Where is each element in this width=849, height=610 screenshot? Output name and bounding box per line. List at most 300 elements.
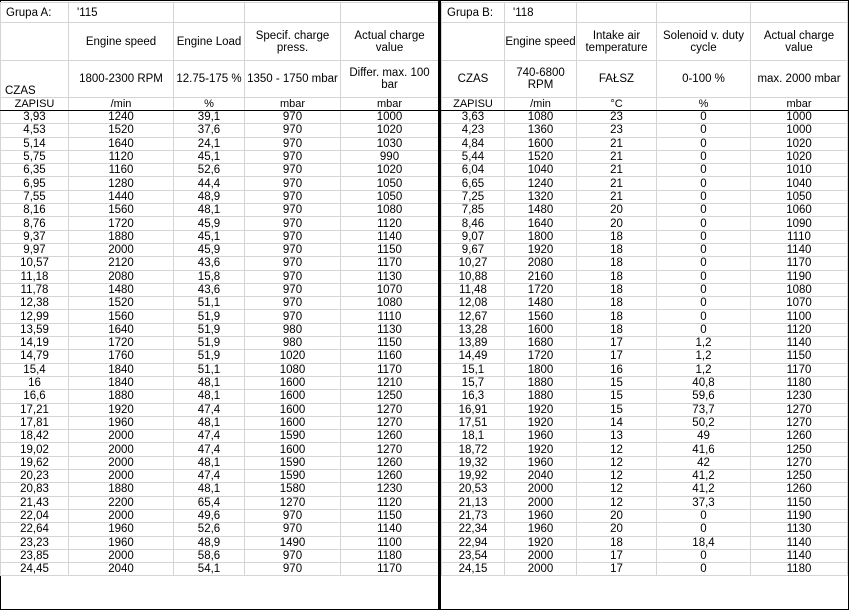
value-cell[interactable]: 51,9 bbox=[174, 323, 245, 336]
value-cell[interactable]: 48,1 bbox=[174, 390, 245, 403]
time-cell[interactable]: 17,21 bbox=[1, 403, 69, 416]
column-range[interactable]: 1800-2300 RPM bbox=[69, 61, 174, 98]
value-cell[interactable]: 1070 bbox=[341, 283, 439, 296]
value-cell[interactable]: 1100 bbox=[341, 536, 439, 549]
value-cell[interactable]: 1260 bbox=[751, 483, 848, 496]
value-cell[interactable]: 1160 bbox=[69, 164, 174, 177]
time-cell[interactable]: 22,04 bbox=[1, 509, 69, 522]
value-cell[interactable]: 1920 bbox=[505, 536, 577, 549]
time-cell[interactable]: 5,44 bbox=[442, 150, 505, 163]
time-cell[interactable]: 10,57 bbox=[1, 257, 69, 270]
value-cell[interactable]: 18 bbox=[577, 243, 657, 256]
time-cell[interactable]: 14,79 bbox=[1, 350, 69, 363]
value-cell[interactable]: 1260 bbox=[341, 470, 439, 483]
value-cell[interactable]: 1590 bbox=[245, 470, 341, 483]
value-cell[interactable]: 41,6 bbox=[657, 443, 751, 456]
time-cell[interactable]: 6,65 bbox=[442, 177, 505, 190]
value-cell[interactable]: 52,6 bbox=[174, 523, 245, 536]
value-cell[interactable]: 1250 bbox=[751, 443, 848, 456]
value-cell[interactable]: 0 bbox=[657, 549, 751, 562]
value-cell[interactable]: 970 bbox=[245, 230, 341, 243]
value-cell[interactable]: 1140 bbox=[341, 523, 439, 536]
value-cell[interactable]: 1960 bbox=[505, 523, 577, 536]
value-cell[interactable]: 970 bbox=[245, 204, 341, 217]
value-cell[interactable]: 970 bbox=[245, 523, 341, 536]
value-cell[interactable]: 1720 bbox=[505, 350, 577, 363]
value-cell[interactable]: 17 bbox=[577, 350, 657, 363]
time-cell[interactable]: 19,32 bbox=[442, 456, 505, 469]
time-cell[interactable]: 16,3 bbox=[442, 390, 505, 403]
value-cell[interactable]: 41,2 bbox=[657, 470, 751, 483]
time-cell[interactable]: 19,92 bbox=[442, 470, 505, 483]
column-header[interactable]: Actual charge value bbox=[341, 23, 439, 61]
value-cell[interactable]: 45,1 bbox=[174, 150, 245, 163]
column-header[interactable]: Actual charge value bbox=[751, 23, 848, 61]
value-cell[interactable]: 1050 bbox=[751, 190, 848, 203]
value-cell[interactable]: 0 bbox=[657, 137, 751, 150]
time-cell[interactable]: 14,49 bbox=[442, 350, 505, 363]
value-cell[interactable]: 48,1 bbox=[174, 416, 245, 429]
value-cell[interactable]: 1600 bbox=[505, 323, 577, 336]
value-cell[interactable]: 990 bbox=[341, 150, 439, 163]
value-cell[interactable]: 0 bbox=[657, 297, 751, 310]
value-cell[interactable]: 1920 bbox=[505, 416, 577, 429]
value-cell[interactable]: 1880 bbox=[69, 483, 174, 496]
time-cell[interactable]: 19,62 bbox=[1, 456, 69, 469]
value-cell[interactable]: 1100 bbox=[751, 310, 848, 323]
value-cell[interactable]: 2000 bbox=[69, 243, 174, 256]
value-cell[interactable]: 1960 bbox=[69, 536, 174, 549]
value-cell[interactable]: 970 bbox=[245, 549, 341, 562]
value-cell[interactable]: 1270 bbox=[751, 456, 848, 469]
value-cell[interactable]: 20 bbox=[577, 204, 657, 217]
value-cell[interactable]: 1280 bbox=[69, 177, 174, 190]
value-cell[interactable]: 1020 bbox=[751, 150, 848, 163]
value-cell[interactable]: 1880 bbox=[69, 390, 174, 403]
value-cell[interactable]: 970 bbox=[245, 124, 341, 137]
value-cell[interactable]: 1,2 bbox=[657, 337, 751, 350]
value-cell[interactable]: 1130 bbox=[341, 270, 439, 283]
value-cell[interactable]: 1720 bbox=[505, 283, 577, 296]
time-cell[interactable]: 5,75 bbox=[1, 150, 69, 163]
value-cell[interactable]: 21 bbox=[577, 164, 657, 177]
value-cell[interactable]: 1560 bbox=[69, 204, 174, 217]
value-cell[interactable]: 51,1 bbox=[174, 297, 245, 310]
value-cell[interactable]: 2080 bbox=[69, 270, 174, 283]
value-cell[interactable]: 1520 bbox=[69, 297, 174, 310]
value-cell[interactable]: 15,8 bbox=[174, 270, 245, 283]
value-cell[interactable]: 1000 bbox=[751, 111, 848, 124]
time-cell[interactable]: 15,4 bbox=[1, 363, 69, 376]
value-cell[interactable]: 1150 bbox=[341, 509, 439, 522]
value-cell[interactable]: 18,4 bbox=[657, 536, 751, 549]
czas-label[interactable]: CZAS bbox=[1, 61, 69, 98]
value-cell[interactable]: 1600 bbox=[245, 416, 341, 429]
value-cell[interactable]: 1080 bbox=[751, 283, 848, 296]
cell[interactable] bbox=[577, 3, 657, 23]
value-cell[interactable]: 18 bbox=[577, 297, 657, 310]
value-cell[interactable]: 1010 bbox=[751, 164, 848, 177]
value-cell[interactable]: 1110 bbox=[341, 310, 439, 323]
value-cell[interactable]: 1600 bbox=[245, 403, 341, 416]
time-cell[interactable]: 23,85 bbox=[1, 549, 69, 562]
value-cell[interactable]: 51,9 bbox=[174, 310, 245, 323]
value-cell[interactable]: 1360 bbox=[505, 124, 577, 137]
time-cell[interactable]: 24,15 bbox=[442, 563, 505, 576]
column-range[interactable]: 0-100 % bbox=[657, 61, 751, 98]
value-cell[interactable]: 1120 bbox=[341, 217, 439, 230]
value-cell[interactable]: 0 bbox=[657, 204, 751, 217]
value-cell[interactable]: 21 bbox=[577, 190, 657, 203]
time-cell[interactable]: 4,53 bbox=[1, 124, 69, 137]
czas-label[interactable]: CZAS bbox=[442, 61, 505, 98]
value-cell[interactable]: 0 bbox=[657, 563, 751, 576]
value-cell[interactable]: 14 bbox=[577, 416, 657, 429]
value-cell[interactable]: 37,6 bbox=[174, 124, 245, 137]
zapisu-label[interactable]: ZAPISU bbox=[1, 98, 69, 111]
value-cell[interactable]: 2000 bbox=[69, 430, 174, 443]
value-cell[interactable]: 1170 bbox=[341, 363, 439, 376]
value-cell[interactable]: 970 bbox=[245, 164, 341, 177]
value-cell[interactable]: 1,2 bbox=[657, 350, 751, 363]
time-cell[interactable]: 13,59 bbox=[1, 323, 69, 336]
time-cell[interactable]: 10,88 bbox=[442, 270, 505, 283]
time-cell[interactable]: 3,63 bbox=[442, 111, 505, 124]
value-cell[interactable]: 1230 bbox=[751, 390, 848, 403]
time-cell[interactable]: 19,02 bbox=[1, 443, 69, 456]
value-cell[interactable]: 1230 bbox=[341, 483, 439, 496]
value-cell[interactable]: 1960 bbox=[505, 430, 577, 443]
value-cell[interactable]: 1210 bbox=[341, 376, 439, 389]
value-cell[interactable]: 1270 bbox=[751, 403, 848, 416]
value-cell[interactable]: 43,6 bbox=[174, 283, 245, 296]
time-cell[interactable]: 5,14 bbox=[1, 137, 69, 150]
value-cell[interactable]: 970 bbox=[245, 270, 341, 283]
column-header[interactable]: Specif. charge press. bbox=[245, 23, 341, 61]
column-unit[interactable]: /min bbox=[69, 98, 174, 111]
column-unit[interactable]: % bbox=[174, 98, 245, 111]
value-cell[interactable]: 47,4 bbox=[174, 443, 245, 456]
value-cell[interactable]: 1180 bbox=[751, 376, 848, 389]
value-cell[interactable]: 0 bbox=[657, 164, 751, 177]
value-cell[interactable]: 1270 bbox=[245, 496, 341, 509]
value-cell[interactable]: 1680 bbox=[505, 337, 577, 350]
value-cell[interactable]: 0 bbox=[657, 150, 751, 163]
value-cell[interactable]: 1440 bbox=[69, 190, 174, 203]
value-cell[interactable]: 1260 bbox=[341, 456, 439, 469]
value-cell[interactable]: 0 bbox=[657, 310, 751, 323]
value-cell[interactable]: 0 bbox=[657, 230, 751, 243]
column-header[interactable]: Solenoid v. duty cycle bbox=[657, 23, 751, 61]
cell[interactable] bbox=[245, 3, 341, 23]
value-cell[interactable]: 0 bbox=[657, 177, 751, 190]
time-cell[interactable]: 14,19 bbox=[1, 337, 69, 350]
value-cell[interactable]: 24,1 bbox=[174, 137, 245, 150]
time-cell[interactable]: 18,72 bbox=[442, 443, 505, 456]
value-cell[interactable]: 980 bbox=[245, 337, 341, 350]
value-cell[interactable]: 20 bbox=[577, 509, 657, 522]
time-cell[interactable]: 22,34 bbox=[442, 523, 505, 536]
column-range[interactable]: FAŁSZ bbox=[577, 61, 657, 98]
value-cell[interactable]: 1560 bbox=[69, 310, 174, 323]
value-cell[interactable]: 12 bbox=[577, 483, 657, 496]
value-cell[interactable]: 1800 bbox=[505, 230, 577, 243]
value-cell[interactable]: 1640 bbox=[69, 323, 174, 336]
value-cell[interactable]: 17 bbox=[577, 549, 657, 562]
value-cell[interactable]: 48,1 bbox=[174, 376, 245, 389]
column-header[interactable]: Intake air temperature bbox=[577, 23, 657, 61]
value-cell[interactable]: 23 bbox=[577, 111, 657, 124]
cell[interactable] bbox=[657, 3, 751, 23]
value-cell[interactable]: 1170 bbox=[341, 563, 439, 576]
column-range[interactable]: Differ. max. 100 bar bbox=[341, 61, 439, 98]
value-cell[interactable]: 970 bbox=[245, 283, 341, 296]
value-cell[interactable]: 54,1 bbox=[174, 563, 245, 576]
value-cell[interactable]: 1960 bbox=[69, 416, 174, 429]
value-cell[interactable]: 1140 bbox=[341, 230, 439, 243]
value-cell[interactable]: 47,4 bbox=[174, 430, 245, 443]
value-cell[interactable]: 1840 bbox=[69, 363, 174, 376]
value-cell[interactable]: 52,6 bbox=[174, 164, 245, 177]
group-b-label[interactable]: Grupa B: bbox=[442, 3, 505, 23]
value-cell[interactable]: 1480 bbox=[505, 297, 577, 310]
value-cell[interactable]: 1720 bbox=[69, 217, 174, 230]
value-cell[interactable]: 1490 bbox=[245, 536, 341, 549]
value-cell[interactable]: 1800 bbox=[505, 363, 577, 376]
value-cell[interactable]: 17 bbox=[577, 337, 657, 350]
value-cell[interactable]: 1720 bbox=[69, 337, 174, 350]
value-cell[interactable]: 1760 bbox=[69, 350, 174, 363]
value-cell[interactable]: 1520 bbox=[69, 124, 174, 137]
column-unit[interactable]: °C bbox=[577, 98, 657, 111]
value-cell[interactable]: 1150 bbox=[751, 350, 848, 363]
value-cell[interactable]: 50,2 bbox=[657, 416, 751, 429]
value-cell[interactable]: 1590 bbox=[245, 430, 341, 443]
value-cell[interactable]: 0 bbox=[657, 217, 751, 230]
value-cell[interactable]: 1110 bbox=[751, 230, 848, 243]
value-cell[interactable]: 1,2 bbox=[657, 363, 751, 376]
time-cell[interactable]: 6,35 bbox=[1, 164, 69, 177]
value-cell[interactable]: 2080 bbox=[505, 257, 577, 270]
value-cell[interactable]: 1120 bbox=[69, 150, 174, 163]
value-cell[interactable]: 2000 bbox=[69, 549, 174, 562]
value-cell[interactable]: 1880 bbox=[505, 376, 577, 389]
time-cell[interactable]: 23,54 bbox=[442, 549, 505, 562]
time-cell[interactable]: 11,78 bbox=[1, 283, 69, 296]
value-cell[interactable]: 1920 bbox=[505, 403, 577, 416]
value-cell[interactable]: 18 bbox=[577, 323, 657, 336]
time-cell[interactable]: 6,04 bbox=[442, 164, 505, 177]
value-cell[interactable]: 1080 bbox=[341, 204, 439, 217]
cell[interactable] bbox=[1, 23, 69, 61]
value-cell[interactable]: 0 bbox=[657, 270, 751, 283]
value-cell[interactable]: 1080 bbox=[341, 297, 439, 310]
time-cell[interactable]: 9,97 bbox=[1, 243, 69, 256]
value-cell[interactable]: 1040 bbox=[751, 177, 848, 190]
time-cell[interactable]: 7,25 bbox=[442, 190, 505, 203]
value-cell[interactable]: 1150 bbox=[751, 496, 848, 509]
time-cell[interactable]: 9,07 bbox=[442, 230, 505, 243]
value-cell[interactable]: 48,1 bbox=[174, 483, 245, 496]
value-cell[interactable]: 16 bbox=[577, 363, 657, 376]
value-cell[interactable]: 0 bbox=[657, 243, 751, 256]
value-cell[interactable]: 41,2 bbox=[657, 483, 751, 496]
value-cell[interactable]: 970 bbox=[245, 243, 341, 256]
value-cell[interactable]: 0 bbox=[657, 190, 751, 203]
time-cell[interactable]: 23,23 bbox=[1, 536, 69, 549]
value-cell[interactable]: 970 bbox=[245, 150, 341, 163]
value-cell[interactable]: 2160 bbox=[505, 270, 577, 283]
time-cell[interactable]: 12,99 bbox=[1, 310, 69, 323]
value-cell[interactable]: 73,7 bbox=[657, 403, 751, 416]
time-cell[interactable]: 10,27 bbox=[442, 257, 505, 270]
column-unit[interactable]: /min bbox=[505, 98, 577, 111]
value-cell[interactable]: 970 bbox=[245, 111, 341, 124]
value-cell[interactable]: 1880 bbox=[69, 230, 174, 243]
time-cell[interactable]: 22,64 bbox=[1, 523, 69, 536]
value-cell[interactable]: 18 bbox=[577, 536, 657, 549]
value-cell[interactable]: 1150 bbox=[341, 243, 439, 256]
value-cell[interactable]: 2040 bbox=[505, 470, 577, 483]
value-cell[interactable]: 18 bbox=[577, 257, 657, 270]
value-cell[interactable]: 2000 bbox=[505, 549, 577, 562]
value-cell[interactable]: 51,1 bbox=[174, 363, 245, 376]
value-cell[interactable]: 1270 bbox=[751, 416, 848, 429]
value-cell[interactable]: 970 bbox=[245, 563, 341, 576]
value-cell[interactable]: 1640 bbox=[505, 217, 577, 230]
value-cell[interactable]: 1960 bbox=[505, 456, 577, 469]
value-cell[interactable]: 58,6 bbox=[174, 549, 245, 562]
value-cell[interactable]: 2040 bbox=[69, 563, 174, 576]
column-header[interactable]: Engine speed bbox=[69, 23, 174, 61]
value-cell[interactable]: 1130 bbox=[341, 323, 439, 336]
value-cell[interactable]: 1090 bbox=[751, 217, 848, 230]
value-cell[interactable]: 2000 bbox=[505, 483, 577, 496]
value-cell[interactable]: 0 bbox=[657, 283, 751, 296]
value-cell[interactable]: 970 bbox=[245, 257, 341, 270]
value-cell[interactable]: 1020 bbox=[341, 164, 439, 177]
value-cell[interactable]: 49,6 bbox=[174, 509, 245, 522]
value-cell[interactable]: 970 bbox=[245, 217, 341, 230]
value-cell[interactable]: 40,8 bbox=[657, 376, 751, 389]
value-cell[interactable]: 44,4 bbox=[174, 177, 245, 190]
time-cell[interactable]: 11,18 bbox=[1, 270, 69, 283]
cell[interactable] bbox=[174, 3, 245, 23]
value-cell[interactable]: 39,1 bbox=[174, 111, 245, 124]
value-cell[interactable]: 2200 bbox=[69, 496, 174, 509]
time-cell[interactable]: 15,1 bbox=[442, 363, 505, 376]
value-cell[interactable]: 1060 bbox=[751, 204, 848, 217]
value-cell[interactable]: 51,9 bbox=[174, 350, 245, 363]
value-cell[interactable]: 0 bbox=[657, 257, 751, 270]
time-cell[interactable]: 20,23 bbox=[1, 470, 69, 483]
value-cell[interactable]: 1600 bbox=[245, 443, 341, 456]
value-cell[interactable]: 12 bbox=[577, 456, 657, 469]
value-cell[interactable]: 47,4 bbox=[174, 403, 245, 416]
time-cell[interactable]: 9,67 bbox=[442, 243, 505, 256]
value-cell[interactable]: 1600 bbox=[245, 376, 341, 389]
value-cell[interactable]: 1590 bbox=[245, 456, 341, 469]
value-cell[interactable]: 970 bbox=[245, 137, 341, 150]
value-cell[interactable]: 1140 bbox=[751, 243, 848, 256]
time-cell[interactable]: 4,23 bbox=[442, 124, 505, 137]
value-cell[interactable]: 1260 bbox=[751, 430, 848, 443]
value-cell[interactable]: 1070 bbox=[751, 297, 848, 310]
time-cell[interactable]: 18,1 bbox=[442, 430, 505, 443]
value-cell[interactable]: 2000 bbox=[69, 470, 174, 483]
column-unit[interactable]: mbar bbox=[341, 98, 439, 111]
time-cell[interactable]: 7,85 bbox=[442, 204, 505, 217]
time-cell[interactable]: 24,45 bbox=[1, 563, 69, 576]
value-cell[interactable]: 21 bbox=[577, 137, 657, 150]
value-cell[interactable]: 1480 bbox=[69, 283, 174, 296]
time-cell[interactable]: 15,7 bbox=[442, 376, 505, 389]
value-cell[interactable]: 1640 bbox=[69, 137, 174, 150]
value-cell[interactable]: 20 bbox=[577, 217, 657, 230]
value-cell[interactable]: 1270 bbox=[341, 403, 439, 416]
time-cell[interactable]: 12,08 bbox=[442, 297, 505, 310]
column-range[interactable]: 1350 - 1750 mbar bbox=[245, 61, 341, 98]
value-cell[interactable]: 12 bbox=[577, 470, 657, 483]
value-cell[interactable]: 0 bbox=[657, 124, 751, 137]
value-cell[interactable]: 1050 bbox=[341, 190, 439, 203]
time-cell[interactable]: 17,51 bbox=[442, 416, 505, 429]
time-cell[interactable]: 21,13 bbox=[442, 496, 505, 509]
value-cell[interactable]: 1040 bbox=[505, 164, 577, 177]
time-cell[interactable]: 16 bbox=[1, 376, 69, 389]
time-cell[interactable]: 6,95 bbox=[1, 177, 69, 190]
value-cell[interactable]: 18 bbox=[577, 270, 657, 283]
column-header[interactable]: Engine speed bbox=[505, 23, 577, 61]
value-cell[interactable]: 21 bbox=[577, 150, 657, 163]
value-cell[interactable]: 1170 bbox=[751, 363, 848, 376]
value-cell[interactable]: 1150 bbox=[341, 337, 439, 350]
value-cell[interactable]: 2120 bbox=[69, 257, 174, 270]
value-cell[interactable]: 1240 bbox=[505, 177, 577, 190]
column-unit[interactable]: % bbox=[657, 98, 751, 111]
value-cell[interactable]: 1050 bbox=[341, 177, 439, 190]
time-cell[interactable]: 11,48 bbox=[442, 283, 505, 296]
group-a-label[interactable]: Grupa A: bbox=[1, 3, 69, 23]
value-cell[interactable]: 51,9 bbox=[174, 337, 245, 350]
value-cell[interactable]: 49 bbox=[657, 430, 751, 443]
value-cell[interactable]: 1140 bbox=[751, 337, 848, 350]
value-cell[interactable]: 1000 bbox=[341, 111, 439, 124]
value-cell[interactable]: 2000 bbox=[505, 496, 577, 509]
time-cell[interactable]: 20,53 bbox=[442, 483, 505, 496]
value-cell[interactable]: 1020 bbox=[245, 350, 341, 363]
cell[interactable] bbox=[442, 23, 505, 61]
value-cell[interactable]: 1320 bbox=[505, 190, 577, 203]
time-cell[interactable]: 8,46 bbox=[442, 217, 505, 230]
zapisu-label[interactable]: ZAPISU bbox=[442, 98, 505, 111]
time-cell[interactable]: 9,37 bbox=[1, 230, 69, 243]
value-cell[interactable]: 21 bbox=[577, 177, 657, 190]
value-cell[interactable]: 12 bbox=[577, 443, 657, 456]
value-cell[interactable]: 1170 bbox=[341, 257, 439, 270]
value-cell[interactable]: 980 bbox=[245, 323, 341, 336]
value-cell[interactable]: 0 bbox=[657, 509, 751, 522]
value-cell[interactable]: 0 bbox=[657, 111, 751, 124]
time-cell[interactable]: 3,93 bbox=[1, 111, 69, 124]
time-cell[interactable]: 12,38 bbox=[1, 297, 69, 310]
value-cell[interactable]: 45,1 bbox=[174, 230, 245, 243]
value-cell[interactable]: 15 bbox=[577, 403, 657, 416]
time-cell[interactable]: 12,67 bbox=[442, 310, 505, 323]
value-cell[interactable]: 1600 bbox=[245, 390, 341, 403]
value-cell[interactable]: 59,6 bbox=[657, 390, 751, 403]
value-cell[interactable]: 1130 bbox=[751, 523, 848, 536]
